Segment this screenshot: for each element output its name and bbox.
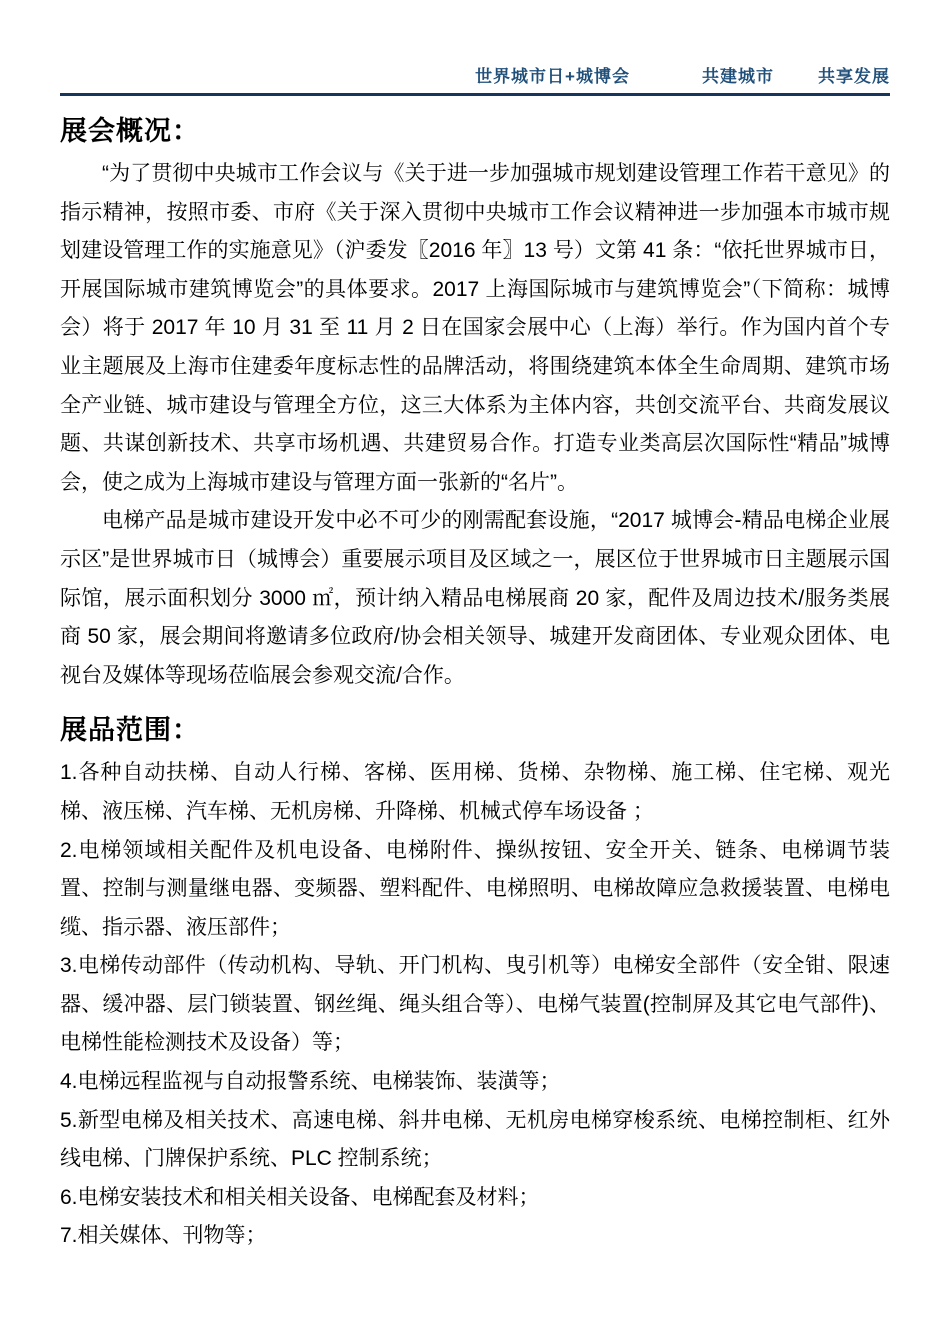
section-heading-overview: 展会概况： (60, 116, 200, 146)
scope-list-item-5: 5.新型电梯及相关技术、高速电梯、斜井电梯、无机房电梯穿梭系统、电梯控制柜、红外线电梯、门牌保护系统、PLC 控制系统； (60, 1108, 890, 1171)
scope-list-item-6: 6.电梯安装技术和相关相关设备、电梯配套及材料； (60, 1185, 540, 1209)
section-heading-scope: 展品范围： (60, 715, 200, 746)
header-title-right: 共享发展 (818, 67, 890, 86)
overview-paragraph-1: “为了贯彻中央城市工作会议与《关于进一步加强城市规划建设管理工作若干意见》的指示精神，按照市委、市府《关于深入贯彻中央城市工作会议精神进一步加强本市城市规划建设管理工作的实施意见》（沪委发〖2016 年〗13 号）文第 41 条：“依托世界城市日，开展国际城市建筑博览会”的具体要求。2017 上海国际城市与建筑博览会”（下简称：城博会）将于 2017 年 10 月 31 至 11 月 2 日在国家会展中心（上海）举行。作为国内首个专业主题展及上海市住建委年度标志性的品牌活动，将围绕建筑本体全生命周期、建筑市场全产业链、城市建设与管理全方位，这三大体系为主体内容，共创交流平台、共商发展议题、共谋创新技术、共享市场机遇、共建贸易合作。打造专业类高层次国际性“精品”城博会，使之成为上海城市建设与管理方面一张新的“名片”。 (60, 162, 890, 494)
overview-paragraph-2: 电梯产品是城市建设开发中必不可少的刚需配套设施，“2017 城博会-精品电梯企业展示区”是世界城市日（城博会）重要展示项目及区域之一，展区位于世界城市日主题展示国际馆，展示面积划分 3000 ㎡，预计纳入精品电梯展商 20 家，配件及周边技术/服务类展商 50 家，展会期间将邀请多位政府/协会相关领导、城建开发商团体、专业观众团体、电视台及媒体等现场莅临展会参观交流/合作。 (60, 509, 890, 687)
scope-list-item-3: 3.电梯传动部件（传动机构、导轨、开门机构、曳引机等）电梯安全部件（安全钳、限速器、缓冲器、层门锁装置、钢丝绳、绳头组合等）、电梯气装置(控制屏及其它电气部件)、电梯性能检测技术及设备）等； (60, 954, 890, 1055)
header-title-mid: 共建城市 (702, 67, 774, 86)
scope-list-item-4: 4.电梯远程监视与自动报警系统、电梯装饰、装潢等； (60, 1070, 561, 1094)
scope-list (60, 754, 890, 1256)
scope-list-item-1: 1.各种自动扶梯、自动人行梯、客梯、医用梯、货梯、杂物梯、施工梯、住宅梯、观光梯、液压梯、汽车梯、无机房梯、升降梯、机械式停车场设备 ； (60, 761, 890, 823)
scope-list-item-2: 2.电梯领域相关配件及机电设备、电梯附件、操纵按钮、安全开关、链条、电梯调节装置、控制与测量继电器、变频器、塑料配件、电梯照明、电梯故障应急救援装置、电梯电缆、指示器、液压部件； (60, 838, 890, 939)
header-divider-rule (60, 93, 890, 96)
scope-list-item-7: 7.相关媒体、刊物等； (60, 1224, 267, 1248)
header-title-left: 世界城市日+城博会 (475, 67, 630, 86)
page-header (60, 0, 890, 87)
page-content (60, 0, 890, 1256)
